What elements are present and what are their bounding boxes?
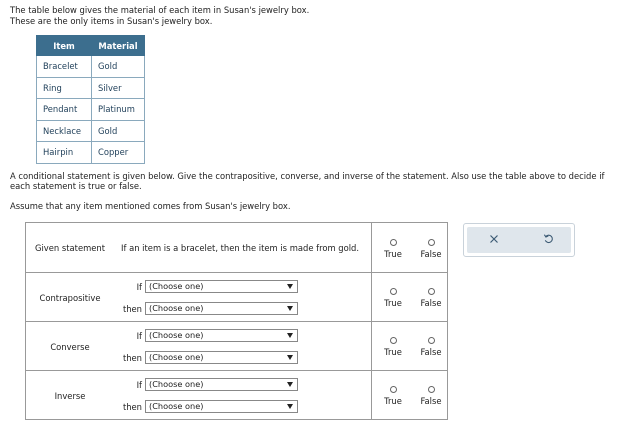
true-option[interactable] bbox=[378, 288, 408, 308]
select-value: (Choose one) bbox=[149, 352, 204, 362]
if-select[interactable] bbox=[145, 329, 298, 342]
instructions-paragraph: A conditional statement is given below. Give the contrapositive, converse, and inverse of the statement. Also use the table above to decide if each statement is true or false. bbox=[10, 171, 605, 191]
true-radio[interactable] bbox=[390, 239, 397, 246]
then-line bbox=[122, 302, 298, 315]
select-value: (Choose one) bbox=[149, 401, 204, 411]
true-label: True bbox=[384, 298, 402, 308]
header-item: Item bbox=[37, 36, 92, 56]
intro-line-2: These are the only items in Susan's jewelry box. bbox=[10, 16, 213, 26]
table-row bbox=[37, 142, 145, 164]
false-option[interactable] bbox=[416, 337, 446, 357]
select-value: (Choose one) bbox=[149, 379, 204, 389]
false-radio[interactable] bbox=[428, 288, 435, 295]
table-row bbox=[37, 77, 145, 99]
converse-row bbox=[26, 322, 447, 371]
dropdown-arrow-icon bbox=[287, 355, 293, 360]
answer-tools bbox=[463, 223, 575, 257]
false-label: False bbox=[420, 396, 442, 406]
false-radio[interactable] bbox=[428, 239, 435, 246]
true-radio[interactable] bbox=[390, 337, 397, 344]
true-radio[interactable] bbox=[390, 386, 397, 393]
given-statement-row bbox=[26, 223, 447, 273]
intro-text bbox=[10, 5, 309, 27]
then-keyword: then bbox=[122, 303, 142, 314]
item-cell: Necklace bbox=[37, 120, 92, 142]
contrapositive-label: Contrapositive bbox=[39, 293, 101, 303]
items-table bbox=[36, 35, 145, 164]
given-statement-label: Given statement bbox=[34, 243, 105, 253]
inverse-row bbox=[26, 371, 447, 419]
then-keyword: then bbox=[122, 352, 142, 363]
then-select[interactable] bbox=[145, 400, 298, 413]
if-line bbox=[122, 280, 298, 293]
dropdown-arrow-icon bbox=[287, 306, 293, 311]
dropdown-arrow-icon bbox=[287, 284, 293, 289]
item-cell: Hairpin bbox=[37, 142, 92, 164]
if-line bbox=[122, 378, 298, 391]
if-select[interactable] bbox=[145, 280, 298, 293]
clear-button[interactable] bbox=[484, 231, 504, 249]
if-line bbox=[122, 329, 298, 342]
material-cell: Platinum bbox=[92, 99, 145, 121]
true-option[interactable] bbox=[378, 239, 408, 259]
true-label: True bbox=[384, 347, 402, 357]
false-label: False bbox=[420, 347, 442, 357]
item-cell: Ring bbox=[37, 77, 92, 99]
true-label: True bbox=[384, 396, 402, 406]
undo-button[interactable] bbox=[538, 231, 558, 249]
then-keyword: then bbox=[122, 401, 142, 412]
table-row bbox=[37, 99, 145, 121]
material-cell: Silver bbox=[92, 77, 145, 99]
false-radio[interactable] bbox=[428, 386, 435, 393]
then-line bbox=[122, 400, 298, 413]
true-radio[interactable] bbox=[390, 288, 397, 295]
inverse-label: Inverse bbox=[54, 391, 86, 401]
material-cell: Gold bbox=[92, 120, 145, 142]
item-cell: Bracelet bbox=[37, 56, 92, 78]
then-select[interactable] bbox=[145, 302, 298, 315]
select-value: (Choose one) bbox=[149, 303, 204, 313]
converse-label: Converse bbox=[50, 342, 90, 352]
select-value: (Choose one) bbox=[149, 330, 204, 340]
undo-icon bbox=[543, 233, 554, 244]
intro-line-1: The table below gives the material of each item in Susan's jewelry box. bbox=[10, 5, 310, 15]
table-row bbox=[37, 56, 145, 78]
true-option[interactable] bbox=[378, 337, 408, 357]
header-material: Material bbox=[92, 36, 145, 56]
false-option[interactable] bbox=[416, 386, 446, 406]
given-statement-text: If an item is a bracelet, then the item is made from gold. bbox=[121, 243, 360, 253]
question-table bbox=[25, 222, 448, 420]
if-keyword: If bbox=[136, 330, 142, 341]
false-radio[interactable] bbox=[428, 337, 435, 344]
material-cell: Copper bbox=[92, 142, 145, 164]
dropdown-arrow-icon bbox=[287, 382, 293, 387]
assumption-text: Assume that any item mentioned comes from Susan's jewelry box. bbox=[10, 201, 291, 211]
false-label: False bbox=[420, 298, 442, 308]
then-select[interactable] bbox=[145, 351, 298, 364]
true-option[interactable] bbox=[378, 386, 408, 406]
false-option[interactable] bbox=[416, 288, 446, 308]
select-value: (Choose one) bbox=[149, 281, 204, 291]
if-keyword: If bbox=[136, 379, 142, 390]
if-keyword: If bbox=[136, 281, 142, 292]
false-label: False bbox=[420, 249, 442, 259]
close-icon bbox=[489, 234, 499, 244]
answer-tools-bar bbox=[467, 227, 571, 253]
contrapositive-row bbox=[26, 273, 447, 322]
true-label: True bbox=[384, 249, 402, 259]
table-row bbox=[37, 120, 145, 142]
then-line bbox=[122, 351, 298, 364]
item-cell: Pendant bbox=[37, 99, 92, 121]
dropdown-arrow-icon bbox=[287, 404, 293, 409]
table-header-row bbox=[37, 36, 145, 56]
false-option[interactable] bbox=[416, 239, 446, 259]
dropdown-arrow-icon bbox=[287, 333, 293, 338]
material-cell: Gold bbox=[92, 56, 145, 78]
if-select[interactable] bbox=[145, 378, 298, 391]
